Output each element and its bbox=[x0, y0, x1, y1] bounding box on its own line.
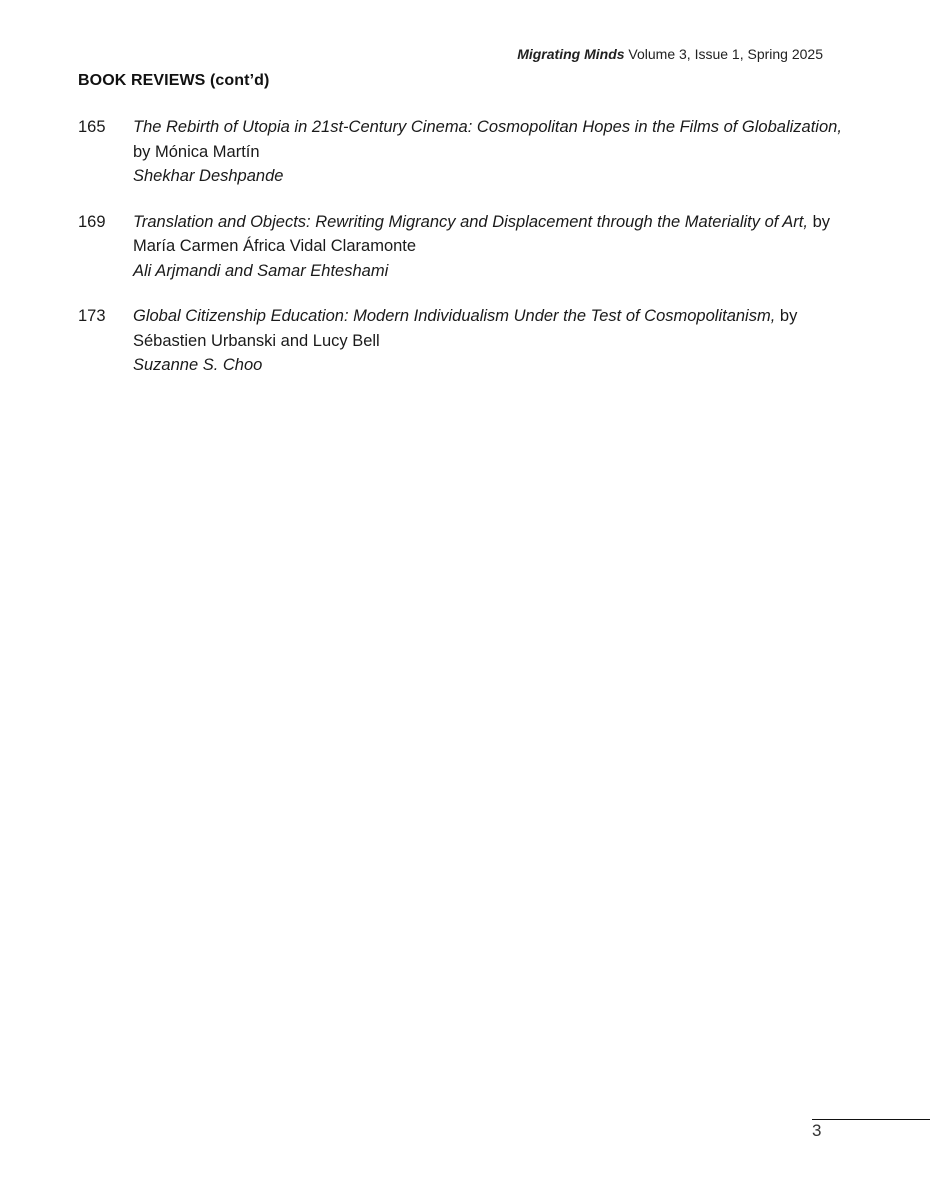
entry-body bbox=[133, 210, 858, 284]
issue-info: Volume 3, Issue 1, Spring 2025 bbox=[628, 46, 823, 62]
book-author: by María Carmen África Vidal Claramonte bbox=[133, 212, 831, 255]
entry-page-number: 165 bbox=[78, 118, 106, 136]
entry-body bbox=[133, 115, 858, 189]
toc-entry bbox=[78, 304, 858, 378]
reviewer-name: Shekhar Deshpande bbox=[133, 167, 284, 185]
toc-entry bbox=[78, 115, 858, 189]
toc-entry bbox=[78, 210, 858, 284]
book-title: Translation and Objects: Rewriting Migrancy and Displacement through the Materiality of Art, bbox=[133, 212, 808, 231]
footer-rule bbox=[812, 1119, 930, 1120]
page-number: 3 bbox=[812, 1121, 822, 1140]
section-heading: BOOK REVIEWS (cont’d) bbox=[78, 72, 270, 89]
entry-page-number: 169 bbox=[78, 212, 106, 231]
entry-body bbox=[133, 304, 858, 378]
table-of-contents bbox=[78, 115, 858, 399]
running-header bbox=[517, 46, 823, 62]
book-title: The Rebirth of Utopia in 21st-Century Cinema: Cosmopolitan Hopes in the Films of Globalization, bbox=[133, 118, 842, 136]
journal-title: Migrating Minds bbox=[517, 46, 625, 62]
entry-page-number: 173 bbox=[78, 307, 106, 325]
book-author: by Sébastien Urbanski and Lucy Bell bbox=[133, 307, 798, 350]
reviewer-name: Suzanne S. Choo bbox=[133, 356, 263, 374]
book-title: Global Citizenship Education: Modern Individualism Under the Test of Cosmopolitanism, bbox=[133, 307, 776, 325]
reviewer-name: Ali Arjmandi and Samar Ehteshami bbox=[133, 261, 389, 280]
book-author: by Mónica Martín bbox=[133, 142, 260, 161]
